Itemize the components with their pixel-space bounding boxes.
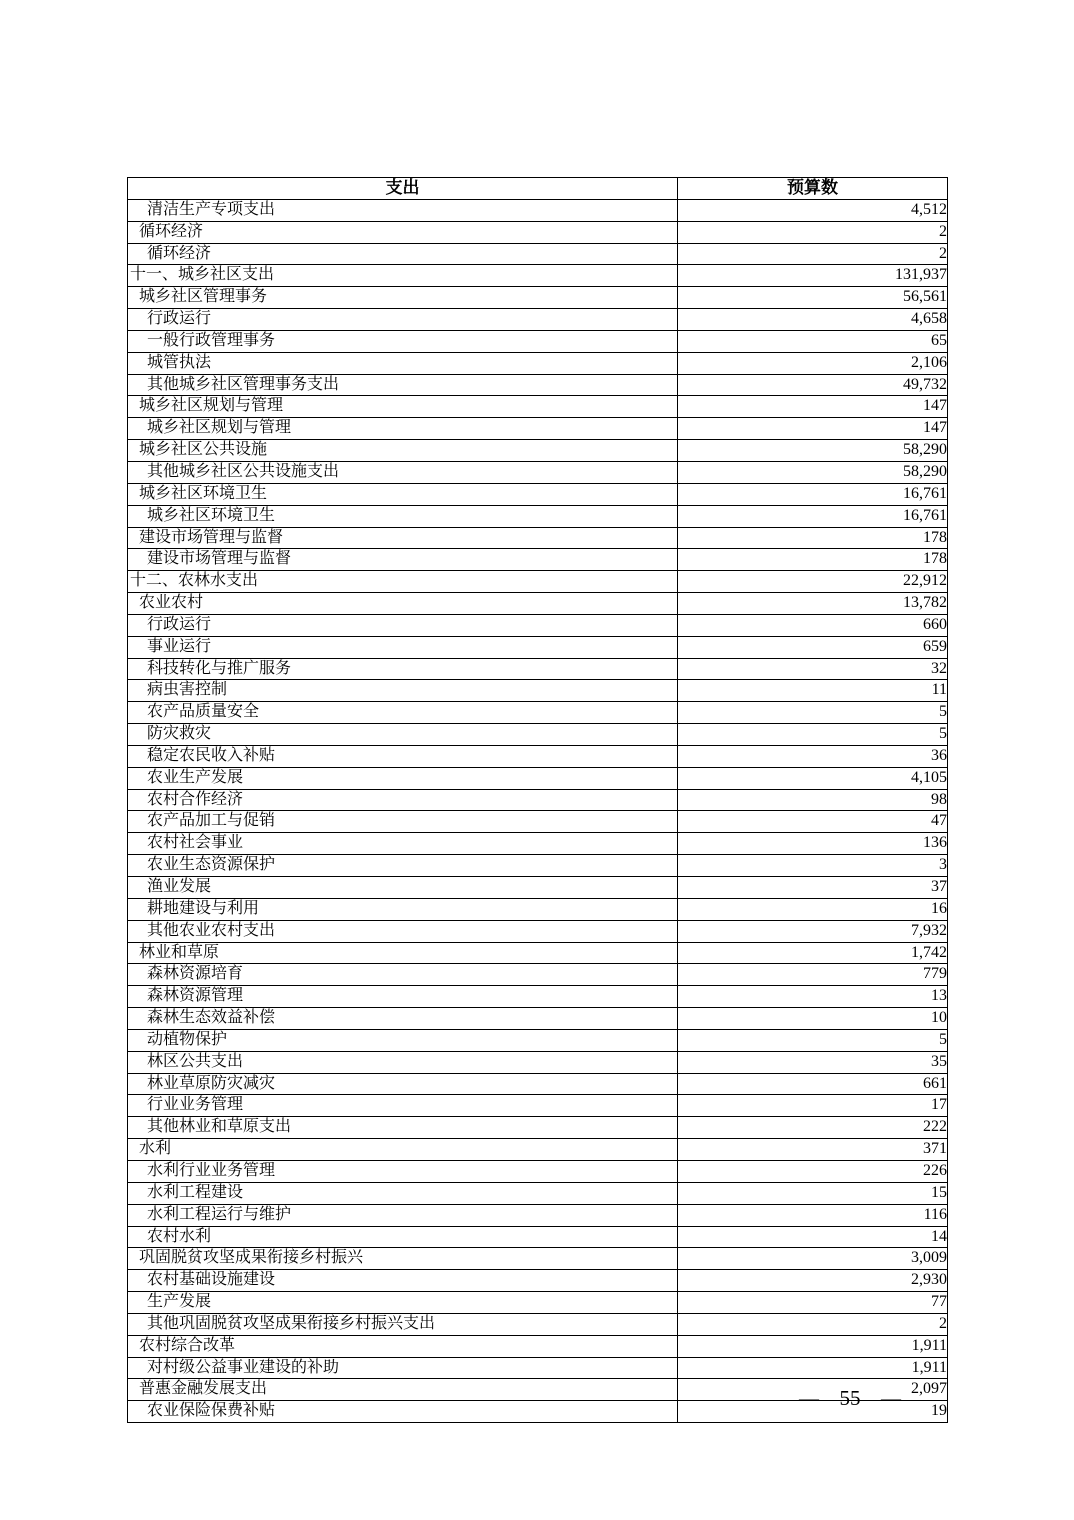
- table-row: [128, 1029, 948, 1051]
- expense-name-cell: 十二、农林水支出: [128, 571, 678, 593]
- expense-name-cell: 农村基础设施建设: [128, 1270, 678, 1292]
- expense-name-cell: 其他林业和草原支出: [128, 1117, 678, 1139]
- budget-value-cell: 7,932: [678, 920, 948, 942]
- table-row: [128, 920, 948, 942]
- footer-dash-left: —: [799, 1387, 819, 1409]
- table-row: [128, 1008, 948, 1030]
- budget-value-cell: 131,937: [678, 265, 948, 287]
- table-row: [128, 1204, 948, 1226]
- table-row: [128, 199, 948, 221]
- budget-value-cell: 16,761: [678, 483, 948, 505]
- budget-value-cell: 4,512: [678, 199, 948, 221]
- table-row: [128, 1182, 948, 1204]
- budget-value-cell: 4,658: [678, 309, 948, 331]
- budget-table-body: [128, 199, 948, 1422]
- budget-table-header: [128, 178, 948, 200]
- expense-name-cell: 城乡社区规划与管理: [128, 418, 678, 440]
- table-row: [128, 942, 948, 964]
- budget-value-cell: 371: [678, 1139, 948, 1161]
- budget-value-cell: 2,097: [678, 1379, 948, 1401]
- table-row: [128, 1226, 948, 1248]
- table-row: [128, 440, 948, 462]
- table-row: [128, 1095, 948, 1117]
- budget-value-cell: 77: [678, 1292, 948, 1314]
- budget-value-cell: 10: [678, 1008, 948, 1030]
- table-row: [128, 658, 948, 680]
- budget-value-cell: 14: [678, 1226, 948, 1248]
- budget-value-cell: 779: [678, 964, 948, 986]
- budget-value-cell: 11: [678, 680, 948, 702]
- budget-value-cell: 2: [678, 243, 948, 265]
- expense-name-cell: 森林生态效益补偿: [128, 1008, 678, 1030]
- expense-name-cell: 其他城乡社区公共设施支出: [128, 461, 678, 483]
- expense-name-cell: 稳定农民收入补贴: [128, 745, 678, 767]
- expense-name-cell: 城乡社区环境卫生: [128, 483, 678, 505]
- expense-name-cell: 清洁生产专项支出: [128, 199, 678, 221]
- expense-name-cell: 防灾救灾: [128, 724, 678, 746]
- expense-name-cell: 建设市场管理与监督: [128, 549, 678, 571]
- budget-value-cell: 16,761: [678, 505, 948, 527]
- expense-name-cell: 耕地建设与利用: [128, 898, 678, 920]
- table-row: [128, 593, 948, 615]
- expense-name-cell: 农村社会事业: [128, 833, 678, 855]
- budget-value-cell: 178: [678, 527, 948, 549]
- budget-value-cell: 226: [678, 1160, 948, 1182]
- header-row: [128, 178, 948, 200]
- table-row: [128, 614, 948, 636]
- expense-name-cell: 城乡社区管理事务: [128, 287, 678, 309]
- table-row: [128, 767, 948, 789]
- expense-name-cell: 农村合作经济: [128, 789, 678, 811]
- budget-value-cell: 17: [678, 1095, 948, 1117]
- budget-value-cell: 2,930: [678, 1270, 948, 1292]
- table-row: [128, 833, 948, 855]
- budget-value-cell: 2,106: [678, 352, 948, 374]
- budget-value-cell: 222: [678, 1117, 948, 1139]
- page-footer: [799, 1386, 901, 1411]
- budget-value-cell: 47: [678, 811, 948, 833]
- budget-value-cell: 16: [678, 898, 948, 920]
- table-row: [128, 461, 948, 483]
- expense-name-cell: 十一、城乡社区支出: [128, 265, 678, 287]
- column-header-budget: 预算数: [678, 178, 948, 200]
- table-row: [128, 702, 948, 724]
- budget-value-cell: 116: [678, 1204, 948, 1226]
- budget-value-cell: 136: [678, 833, 948, 855]
- table-row: [128, 221, 948, 243]
- table-row: [128, 1073, 948, 1095]
- table-row: [128, 811, 948, 833]
- expense-name-cell: 循环经济: [128, 243, 678, 265]
- table-row: [128, 330, 948, 352]
- budget-value-cell: 58,290: [678, 440, 948, 462]
- expense-name-cell: 行政运行: [128, 614, 678, 636]
- table-row: [128, 1117, 948, 1139]
- expense-name-cell: 渔业发展: [128, 877, 678, 899]
- table-row: [128, 1270, 948, 1292]
- expense-name-cell: 其他城乡社区管理事务支出: [128, 374, 678, 396]
- table-row: [128, 527, 948, 549]
- expense-name-cell: 一般行政管理事务: [128, 330, 678, 352]
- budget-value-cell: 1,911: [678, 1357, 948, 1379]
- budget-value-cell: 32: [678, 658, 948, 680]
- expense-name-cell: 城乡社区规划与管理: [128, 396, 678, 418]
- table-row: [128, 1292, 948, 1314]
- expense-name-cell: 森林资源培育: [128, 964, 678, 986]
- table-row: [128, 418, 948, 440]
- expense-name-cell: 巩固脱贫攻坚成果衔接乡村振兴: [128, 1248, 678, 1270]
- table-row: [128, 1051, 948, 1073]
- budget-value-cell: 5: [678, 724, 948, 746]
- expense-name-cell: 建设市场管理与监督: [128, 527, 678, 549]
- table-row: [128, 352, 948, 374]
- budget-value-cell: 2: [678, 1313, 948, 1335]
- expense-name-cell: 农业生产发展: [128, 767, 678, 789]
- expense-name-cell: 城乡社区环境卫生: [128, 505, 678, 527]
- table-row: [128, 243, 948, 265]
- expense-name-cell: 事业运行: [128, 636, 678, 658]
- column-header-expense: 支出: [128, 178, 678, 200]
- expense-name-cell: 森林资源管理: [128, 986, 678, 1008]
- budget-value-cell: 5: [678, 702, 948, 724]
- budget-value-cell: 22,912: [678, 571, 948, 593]
- expense-name-cell: 普惠金融发展支出: [128, 1379, 678, 1401]
- expense-name-cell: 水利: [128, 1139, 678, 1161]
- budget-value-cell: 58,290: [678, 461, 948, 483]
- expense-name-cell: 循环经济: [128, 221, 678, 243]
- budget-table-container: [127, 177, 948, 1423]
- budget-value-cell: 661: [678, 1073, 948, 1095]
- expense-name-cell: 生产发展: [128, 1292, 678, 1314]
- table-row: [128, 680, 948, 702]
- table-row: [128, 986, 948, 1008]
- table-row: [128, 1139, 948, 1161]
- table-row: [128, 1357, 948, 1379]
- budget-value-cell: 3: [678, 855, 948, 877]
- table-row: [128, 1160, 948, 1182]
- expense-name-cell: 城管执法: [128, 352, 678, 374]
- table-row: [128, 877, 948, 899]
- footer-dash-right: —: [881, 1387, 901, 1409]
- expense-name-cell: 行政运行: [128, 309, 678, 331]
- expense-name-cell: 林业草原防灾减灾: [128, 1073, 678, 1095]
- table-row: [128, 571, 948, 593]
- expense-name-cell: 水利工程建设: [128, 1182, 678, 1204]
- table-row: [128, 745, 948, 767]
- expense-name-cell: 农产品加工与促销: [128, 811, 678, 833]
- budget-value-cell: 15: [678, 1182, 948, 1204]
- table-row: [128, 1335, 948, 1357]
- table-row: [128, 898, 948, 920]
- budget-value-cell: 2: [678, 221, 948, 243]
- table-row: [128, 265, 948, 287]
- expense-name-cell: 农业生态资源保护: [128, 855, 678, 877]
- expense-name-cell: 林业和草原: [128, 942, 678, 964]
- expense-name-cell: 行业业务管理: [128, 1095, 678, 1117]
- budget-value-cell: 5: [678, 1029, 948, 1051]
- budget-value-cell: 37: [678, 877, 948, 899]
- expense-name-cell: 病虫害控制: [128, 680, 678, 702]
- expense-name-cell: 水利工程运行与维护: [128, 1204, 678, 1226]
- budget-value-cell: 4,105: [678, 767, 948, 789]
- table-row: [128, 483, 948, 505]
- table-row: [128, 636, 948, 658]
- expense-name-cell: 农产品质量安全: [128, 702, 678, 724]
- budget-value-cell: 1,742: [678, 942, 948, 964]
- budget-value-cell: 147: [678, 396, 948, 418]
- budget-value-cell: 660: [678, 614, 948, 636]
- expense-name-cell: 农村水利: [128, 1226, 678, 1248]
- budget-value-cell: 19: [678, 1401, 948, 1423]
- budget-value-cell: 659: [678, 636, 948, 658]
- expense-name-cell: 农村综合改革: [128, 1335, 678, 1357]
- expense-name-cell: 城乡社区公共设施: [128, 440, 678, 462]
- expense-name-cell: 农业农村: [128, 593, 678, 615]
- table-row: [128, 374, 948, 396]
- table-row: [128, 309, 948, 331]
- budget-value-cell: 49,732: [678, 374, 948, 396]
- table-row: [128, 1248, 948, 1270]
- expense-name-cell: 其他农业农村支出: [128, 920, 678, 942]
- budget-value-cell: 35: [678, 1051, 948, 1073]
- budget-value-cell: 13: [678, 986, 948, 1008]
- expense-name-cell: 水利行业业务管理: [128, 1160, 678, 1182]
- budget-value-cell: 3,009: [678, 1248, 948, 1270]
- page-number: 55: [839, 1386, 861, 1410]
- expense-name-cell: 科技转化与推广服务: [128, 658, 678, 680]
- table-row: [128, 724, 948, 746]
- expense-name-cell: 对村级公益事业建设的补助: [128, 1357, 678, 1379]
- table-row: [128, 287, 948, 309]
- budget-value-cell: 1,911: [678, 1335, 948, 1357]
- table-row: [128, 396, 948, 418]
- expense-name-cell: 动植物保护: [128, 1029, 678, 1051]
- budget-value-cell: 36: [678, 745, 948, 767]
- table-row: [128, 855, 948, 877]
- expense-name-cell: 其他巩固脱贫攻坚成果衔接乡村振兴支出: [128, 1313, 678, 1335]
- table-row: [128, 505, 948, 527]
- table-row: [128, 789, 948, 811]
- expense-name-cell: 林区公共支出: [128, 1051, 678, 1073]
- budget-value-cell: 147: [678, 418, 948, 440]
- table-row: [128, 964, 948, 986]
- expense-name-cell: 农业保险保费补贴: [128, 1401, 678, 1423]
- budget-table: [127, 177, 948, 1423]
- table-row: [128, 1313, 948, 1335]
- budget-value-cell: 98: [678, 789, 948, 811]
- table-row: [128, 549, 948, 571]
- budget-value-cell: 178: [678, 549, 948, 571]
- budget-value-cell: 65: [678, 330, 948, 352]
- budget-value-cell: 13,782: [678, 593, 948, 615]
- budget-value-cell: 56,561: [678, 287, 948, 309]
